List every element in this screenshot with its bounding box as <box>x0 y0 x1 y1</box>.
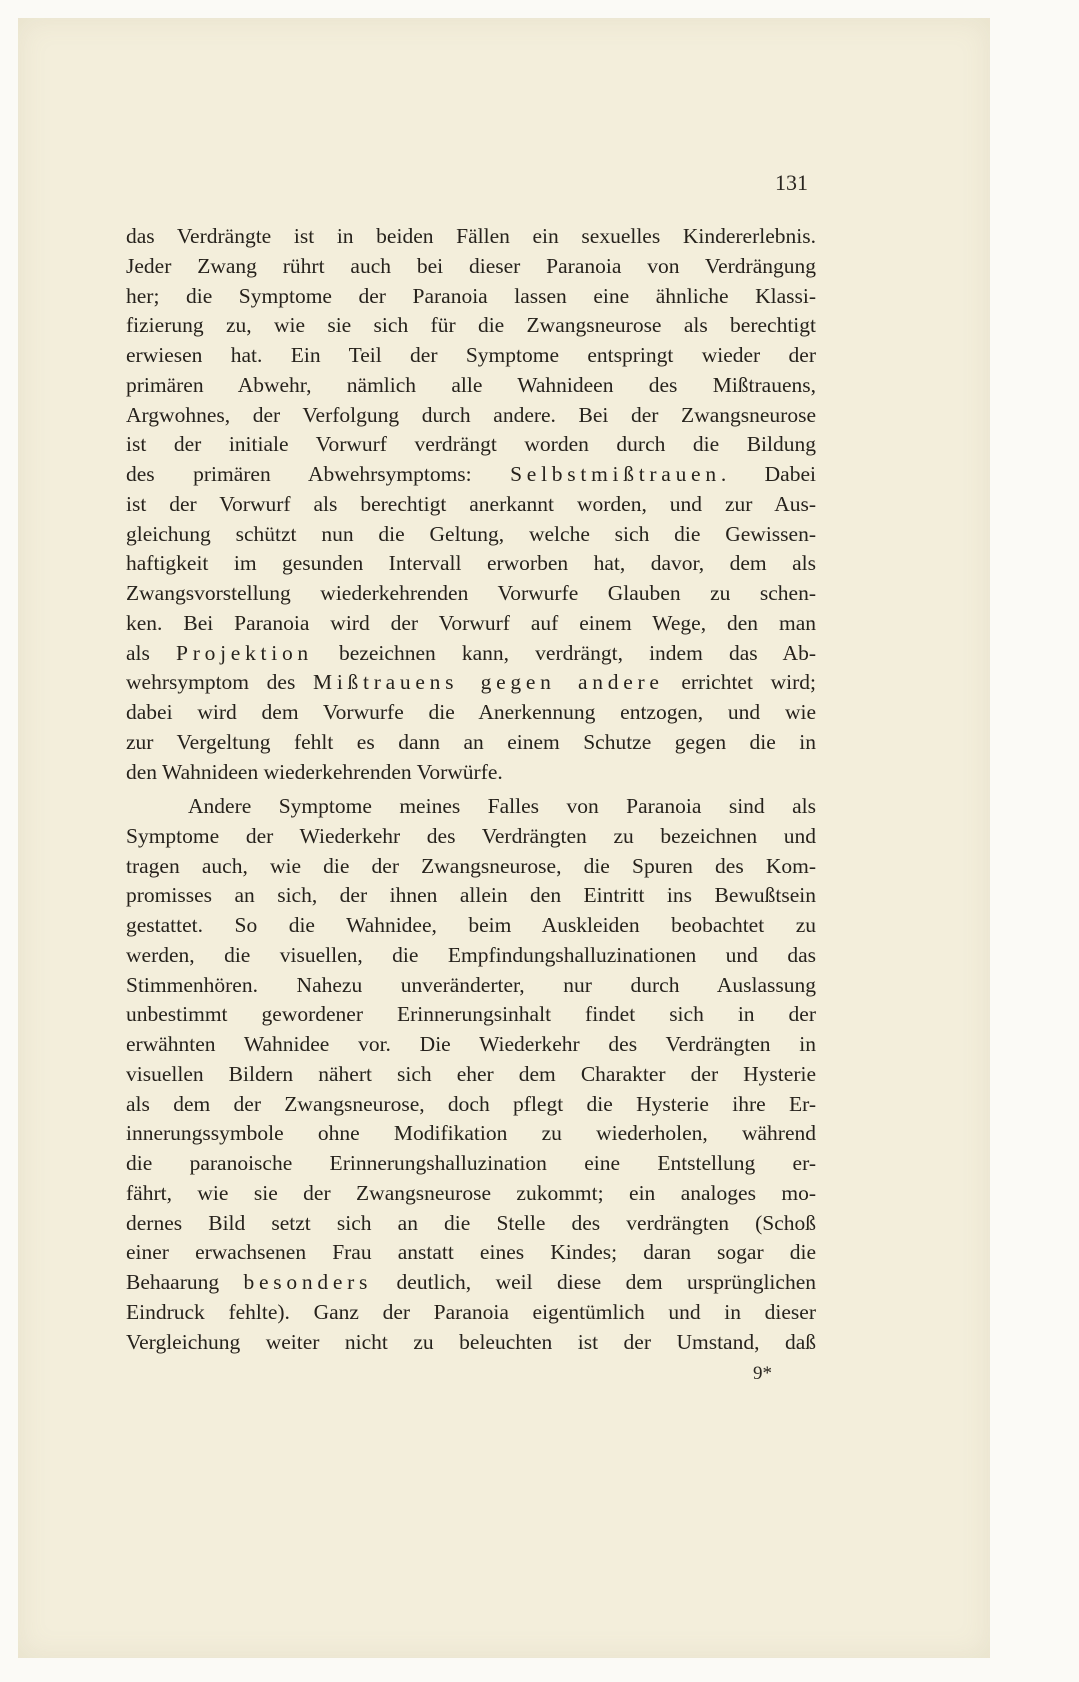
text-segment: Symptome der Wiederkehr des Verdrängten zu bezeichnen und <box>126 823 816 848</box>
text-line <box>126 460 816 490</box>
text-line <box>126 698 816 728</box>
text-line <box>126 1209 816 1239</box>
text-line <box>126 1268 816 1298</box>
book-page <box>18 18 990 1658</box>
text-segment: bezeichnen kann, verdrängt, indem das Ab- <box>312 640 816 665</box>
text-segment: Vergleichung weiter nicht zu beleuchten ist der Umstand, daß <box>126 1329 816 1354</box>
text-segment: deutlich, weil diese dem ursprünglichen <box>372 1270 816 1294</box>
emphasized-text: besonders <box>243 1270 373 1294</box>
text-segment: primären Abwehr, nämlich alle Wahnideen des Mißtrauens, <box>126 372 816 397</box>
text-segment: Zwangsvorstellung wiederkehrenden Vorwurfe Glauben zu schen- <box>126 581 816 605</box>
emphasized-text: Projektion <box>176 640 313 665</box>
text-line <box>126 758 816 788</box>
text-line <box>126 222 816 252</box>
text-segment: gleichung schützt nun die Geltung, welche sich die Gewissen- <box>126 521 816 546</box>
text-segment: ist der initiale Vorwurf verdrängt worden durch die Bildung <box>126 432 816 457</box>
text-line <box>126 549 816 579</box>
paragraph-1 <box>126 222 816 787</box>
text-segment: fährt, wie sie der Zwangsneurose zukommt; ein analoges mo- <box>126 1180 816 1205</box>
text-segment: dernes Bild setzt sich an die Stelle des verdrängten (Schoß <box>126 1210 816 1235</box>
text-line <box>126 490 816 520</box>
text-segment: Behaarung <box>126 1270 244 1294</box>
text-segment: fizierung zu, wie sie sich für die Zwangsneurose als berechtigt <box>126 313 816 338</box>
text-line <box>126 401 816 431</box>
text-line <box>126 1328 816 1358</box>
page-number: 131 <box>775 170 808 195</box>
text-segment: haftigkeit im gesunden Intervall erworben hat, davor, dem als <box>126 551 816 576</box>
text-line <box>126 1298 816 1328</box>
text-segment: Eindruck fehlte). Ganz der Paranoia eigentümlich und in dieser <box>126 1299 816 1324</box>
text-segment: als dem der Zwangsneurose, doch pflegt die Hysterie ihre Er- <box>126 1091 816 1116</box>
text-line <box>126 311 816 341</box>
text-line <box>126 282 816 312</box>
text-segment: wehrsymptom des <box>126 670 313 695</box>
text-line <box>126 1179 816 1209</box>
text-line <box>126 941 816 971</box>
paragraph-2 <box>126 792 816 1357</box>
text-line <box>126 792 816 822</box>
text-segment: dabei wird dem Vorwurfe die Anerkennung entzogen, und wie <box>126 700 816 724</box>
text-line <box>126 1030 816 1060</box>
text-segment: zur Vergeltung fehlt es dann an einem Schutze gegen die in <box>126 729 816 754</box>
text-line <box>126 852 816 882</box>
text-line <box>126 1149 816 1179</box>
text-segment: innerungssymbole ohne Modifikation zu wiederholen, während <box>126 1121 816 1146</box>
text-segment: des primären Abwehrsymptoms: <box>126 462 511 486</box>
text-segment: den Wahnideen wiederkehrenden Vorwürfe. <box>126 759 503 784</box>
text-line <box>126 822 816 852</box>
text-line <box>126 341 816 371</box>
text-line <box>126 1060 816 1090</box>
signature-mark: 9* <box>753 1363 772 1384</box>
text-line <box>126 728 816 758</box>
emphasized-text: Selbstmißtrauen <box>510 462 721 486</box>
text-segment: werden, die visuellen, die Empfindungshalluzinationen und das <box>126 942 816 967</box>
text-segment: visuellen Bildern nähert sich eher dem Charakter der Hysterie <box>126 1061 816 1086</box>
text-segment: tragen auch, wie die der Zwangsneurose, die Spuren des Kom- <box>126 853 816 878</box>
text-segment: promisses an sich, der ihnen allein den Eintritt ins Bewußtsein <box>126 883 816 908</box>
text-segment: einer erwachsenen Frau anstatt eines Kindes; daran sogar die <box>126 1240 816 1265</box>
text-line <box>126 609 816 639</box>
text-line <box>126 430 816 460</box>
text-segment: . Dabei <box>720 462 816 486</box>
text-line <box>126 1119 816 1149</box>
text-line <box>126 520 816 550</box>
text-line <box>126 911 816 941</box>
text-line <box>126 639 816 669</box>
emphasized-text: Mißtrauens gegen andere <box>313 670 664 695</box>
text-segment: als <box>126 640 177 665</box>
text-line <box>126 371 816 401</box>
text-line <box>126 971 816 1001</box>
text-line <box>126 668 816 698</box>
text-line <box>126 1090 816 1120</box>
text-segment: errichtet wird; <box>663 670 816 695</box>
text-segment: unbestimmt gewordener Erinnerungsinhalt findet sich in der <box>126 1002 816 1027</box>
text-line <box>126 1238 816 1268</box>
text-line <box>126 881 816 911</box>
text-line <box>126 252 816 282</box>
text-segment: ken. Bei Paranoia wird der Vorwurf auf einem Wege, den man <box>126 610 816 635</box>
text-segment: her; die Symptome der Paranoia lassen eine ähnliche Klassi- <box>126 283 816 308</box>
text-segment: Jeder Zwang rührt auch bei dieser Paranoia von Verdrängung <box>126 253 816 278</box>
text-segment: erwähnten Wahnidee vor. Die Wiederkehr des Verdrängten in <box>126 1032 816 1056</box>
text-segment: die paranoische Erinnerungshalluzination eine Entstellung er- <box>126 1151 816 1175</box>
text-line <box>126 579 816 609</box>
text-segment: Andere Symptome meines Falles von Paranoia sind als <box>188 794 816 818</box>
text-segment: das Verdrängte ist in beiden Fällen ein sexuelles Kindererlebnis. <box>126 224 816 248</box>
text-segment: ist der Vorwurf als berechtigt anerkannt worden, und zur Aus- <box>126 491 816 516</box>
text-line <box>126 1000 816 1030</box>
text-segment: gestattet. So die Wahnidee, beim Auskleiden beobachtet zu <box>126 913 816 937</box>
text-segment: Stimmenhören. Nahezu unveränderter, nur durch Auslassung <box>126 972 816 997</box>
text-segment: Argwohnes, der Verfolgung durch andere. Bei der Zwangsneurose <box>126 402 816 427</box>
text-segment: erwiesen hat. Ein Teil der Symptome entspringt wieder der <box>126 343 816 367</box>
